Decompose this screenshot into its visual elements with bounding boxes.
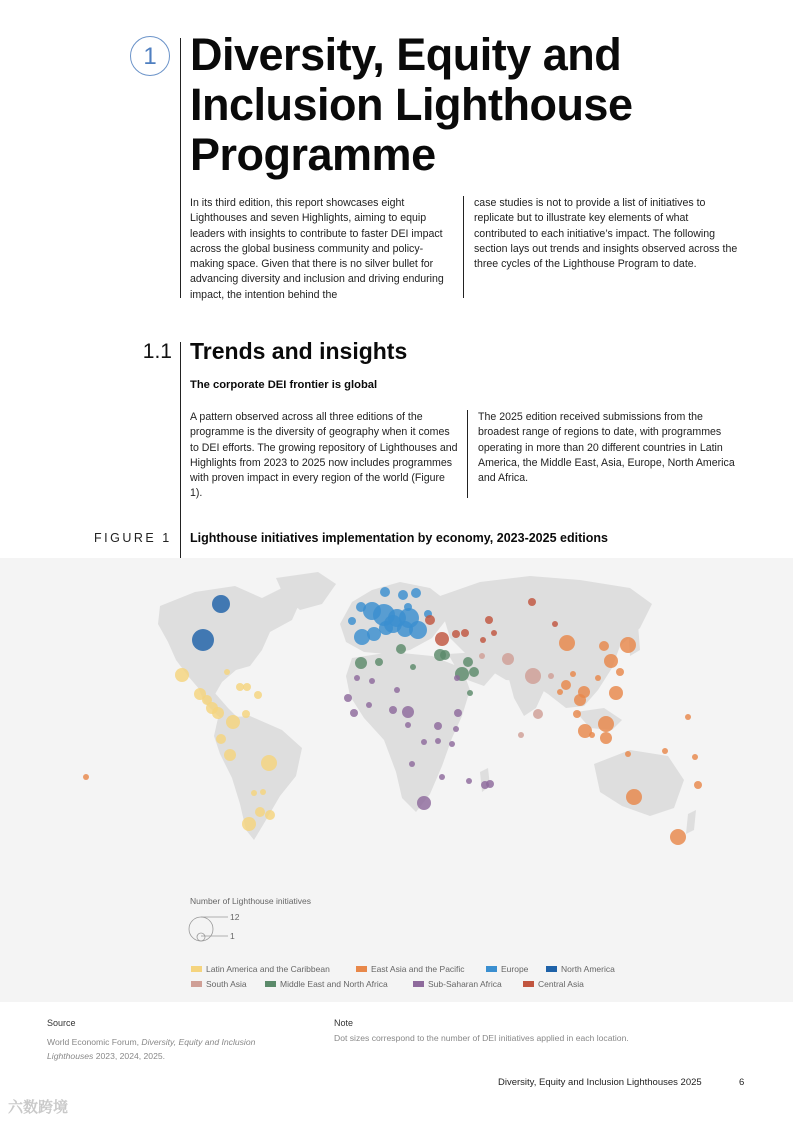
legend-item-central-asia [523, 979, 584, 989]
bubble-marker [502, 653, 514, 665]
bubble-marker [598, 716, 614, 732]
bubble-marker [224, 669, 230, 675]
bubble-marker [265, 810, 275, 820]
source-text-italic: Diversity, Equity and Inclusion Lighthouses [47, 1037, 256, 1061]
legend-label: East Asia and the Pacific [371, 964, 465, 974]
bubble-marker [439, 774, 445, 780]
figure-label: FIGURE 1 [94, 531, 172, 545]
bubble-marker [396, 644, 406, 654]
size-legend-min-label: 1 [230, 931, 235, 941]
legend-swatch [356, 966, 367, 972]
bubble-marker [398, 590, 408, 600]
legend-item-latin-america [191, 964, 330, 974]
legend-swatch [265, 981, 276, 987]
source-text [47, 1035, 297, 1063]
source-text-plain: World Economic Forum, [47, 1037, 142, 1047]
bubble-marker [595, 675, 601, 681]
bubble-marker [625, 751, 631, 757]
legend-item-mena [265, 979, 388, 989]
bubble-marker [469, 667, 479, 677]
legend-item-east-asia-pacific [356, 964, 465, 974]
watermark-logo: 六数跨境 [8, 1099, 69, 1116]
bubble-marker [454, 709, 462, 717]
bubble-marker [435, 738, 441, 744]
page-number: 6 [739, 1077, 745, 1088]
bubble-marker [454, 675, 460, 681]
bubble-marker [466, 778, 472, 784]
legend-swatch [486, 966, 497, 972]
bubble-marker [434, 722, 442, 730]
land-south-america [214, 716, 302, 840]
bubble-marker [485, 616, 493, 624]
note-text: Dot sizes correspond to the number of DEI initiatives applied in each location. [334, 1033, 629, 1043]
bubble-marker [255, 807, 265, 817]
bubble-marker [463, 657, 473, 667]
section-subtitle: The corporate DEI frontier is global [190, 379, 378, 391]
legend-item-south-asia [191, 979, 247, 989]
bubble-marker [552, 621, 558, 627]
intro-column-1: In its third edition, this report showcases eight Lighthouses and seven Highlights, aiming to equip leaders with insights to contribute to faster DEI impact across the global business community and policy-making space. Given that there is no silver bullet for advancing diversity and inclusion and driving enduring impact, the intention behind the [190, 197, 444, 301]
bubble-marker [397, 621, 413, 637]
bubble-marker [409, 761, 415, 767]
bubble-marker [405, 722, 411, 728]
bubble-marker [559, 635, 575, 651]
section-title: Trends and insights [190, 338, 408, 364]
world-bubble-map [0, 558, 793, 1002]
section-column-1: A pattern observed across all three editions of the programme is the diversity of geography when it comes to DEI efforts. The growing repository of Lighthouses and Highlights from 2023 to 2025 now includes programmes with proven impact in every region of the world (Figure 1). [190, 411, 458, 500]
bubble-marker [440, 650, 450, 660]
legend-item-north-america [546, 964, 615, 974]
size-legend-max-label: 12 [230, 912, 240, 922]
legend-swatch [191, 981, 202, 987]
note-heading: Note [334, 1018, 354, 1028]
legend-swatch [523, 981, 534, 987]
bubble-marker [389, 706, 397, 714]
bubble-marker [670, 829, 686, 845]
legend-item-europe [486, 964, 528, 974]
bubble-marker [404, 603, 412, 611]
bubble-marker [192, 629, 214, 651]
bubble-marker [226, 715, 240, 729]
bubble-marker [692, 754, 698, 760]
legend-label: Europe [501, 964, 529, 974]
legend-swatch [413, 981, 424, 987]
section-column-2: The 2025 edition received submissions from the broadest range of regions to date, with programmes operating in more than 20 different countries in Latin America, the Middle East, Asia, Europe, North America and Africa. [478, 411, 735, 485]
bubble-marker [480, 637, 486, 643]
bubble-marker [350, 709, 358, 717]
legend-label: Sub-Saharan Africa [428, 979, 502, 989]
bubble-marker [369, 678, 375, 684]
legend-label: Latin America and the Caribbean [206, 964, 330, 974]
bubble-marker [600, 732, 612, 744]
bubble-marker [626, 789, 642, 805]
bubble-marker [394, 687, 400, 693]
bubble-marker [573, 710, 581, 718]
bubble-marker [402, 706, 414, 718]
bubble-marker [561, 680, 571, 690]
chapter-divider-line [180, 38, 181, 298]
bubble-marker [242, 817, 256, 831]
bubble-marker [453, 726, 459, 732]
bubble-marker [525, 668, 541, 684]
bubble-marker [254, 691, 262, 699]
bubble-marker [452, 630, 460, 638]
bubble-marker [574, 694, 586, 706]
bubble-marker [366, 702, 372, 708]
source-text-years: 2023, 2024, 2025. [93, 1051, 166, 1061]
bubble-marker [599, 641, 609, 651]
chapter-number-badge: 1 [130, 36, 170, 76]
bubble-marker [417, 796, 431, 810]
bubble-marker [425, 615, 435, 625]
bubble-marker [604, 654, 618, 668]
section-column-divider [467, 410, 468, 498]
bubble-marker [216, 734, 226, 744]
bubble-marker [224, 749, 236, 761]
section-divider-line [180, 342, 181, 558]
bubble-marker [694, 781, 702, 789]
bubble-marker [528, 598, 536, 606]
bubble-marker [375, 658, 383, 666]
bubble-marker [467, 690, 473, 696]
legend-label: North America [561, 964, 615, 974]
size-legend-title: Number of Lighthouse initiatives [190, 896, 311, 906]
bubble-marker [518, 732, 524, 738]
land-new-zealand [686, 810, 696, 834]
bubble-marker [449, 741, 455, 747]
bubble-marker [616, 668, 624, 676]
bubble-marker [411, 588, 421, 598]
bubble-marker [533, 709, 543, 719]
bubble-marker [557, 689, 563, 695]
legend-label: South Asia [206, 979, 247, 989]
bubble-marker [367, 627, 381, 641]
bubble-marker [589, 732, 595, 738]
bubble-marker [83, 774, 89, 780]
bubble-marker [175, 668, 189, 682]
bubble-marker [609, 686, 623, 700]
bubble-marker [212, 707, 224, 719]
size-legend-circle-large [189, 917, 213, 941]
bubble-marker [344, 694, 352, 702]
size-legend-circle-small [197, 933, 205, 941]
bubble-marker [461, 629, 469, 637]
bubble-marker [236, 683, 244, 691]
bubble-marker [348, 617, 356, 625]
land-africa [346, 652, 470, 812]
bubble-marker [435, 632, 449, 646]
bubble-marker [548, 673, 554, 679]
legend-label: Middle East and North Africa [280, 979, 388, 989]
bubble-marker [242, 710, 250, 718]
bubble-marker [421, 739, 427, 745]
chapter-title: Diversity, Equity and Inclusion Lighthouse Programme [190, 29, 633, 180]
bubble-marker [570, 671, 576, 677]
bubble-marker [261, 755, 277, 771]
bubble-marker [212, 595, 230, 613]
bubble-marker [379, 621, 393, 635]
bubble-marker [620, 637, 636, 653]
bubble-marker [479, 653, 485, 659]
legend-label: Central Asia [538, 979, 584, 989]
bubble-marker [260, 789, 266, 795]
legend-swatch [546, 966, 557, 972]
bubble-marker [380, 587, 390, 597]
intro-column-divider [463, 196, 464, 298]
figure-panel [0, 558, 793, 1002]
land-australia [594, 750, 684, 816]
footer-title: Diversity, Equity and Inclusion Lighthouses 2025 [498, 1077, 702, 1088]
bubble-marker [481, 781, 489, 789]
bubble-marker [662, 748, 668, 754]
intro-column-2: case studies is not to provide a list of initiatives to replicate but to illustrate key elements of what contributed to each initiative’s impact. The following section lays out trends and insights observed across the three cycles of the Lighthouse Program to date. [474, 197, 738, 271]
bubble-marker [491, 630, 497, 636]
source-heading: Source [47, 1018, 76, 1028]
figure-title: Lighthouse initiatives implementation by economy, 2023-2025 editions [190, 531, 608, 545]
section-number: 1.1 [142, 340, 172, 363]
bubble-marker [410, 664, 416, 670]
bubble-marker [243, 683, 251, 691]
legend-item-sub-saharan-africa [413, 979, 502, 989]
bubble-marker [354, 675, 360, 681]
bubble-marker [251, 790, 257, 796]
bubble-marker [685, 714, 691, 720]
legend-swatch [191, 966, 202, 972]
bubble-marker [355, 657, 367, 669]
